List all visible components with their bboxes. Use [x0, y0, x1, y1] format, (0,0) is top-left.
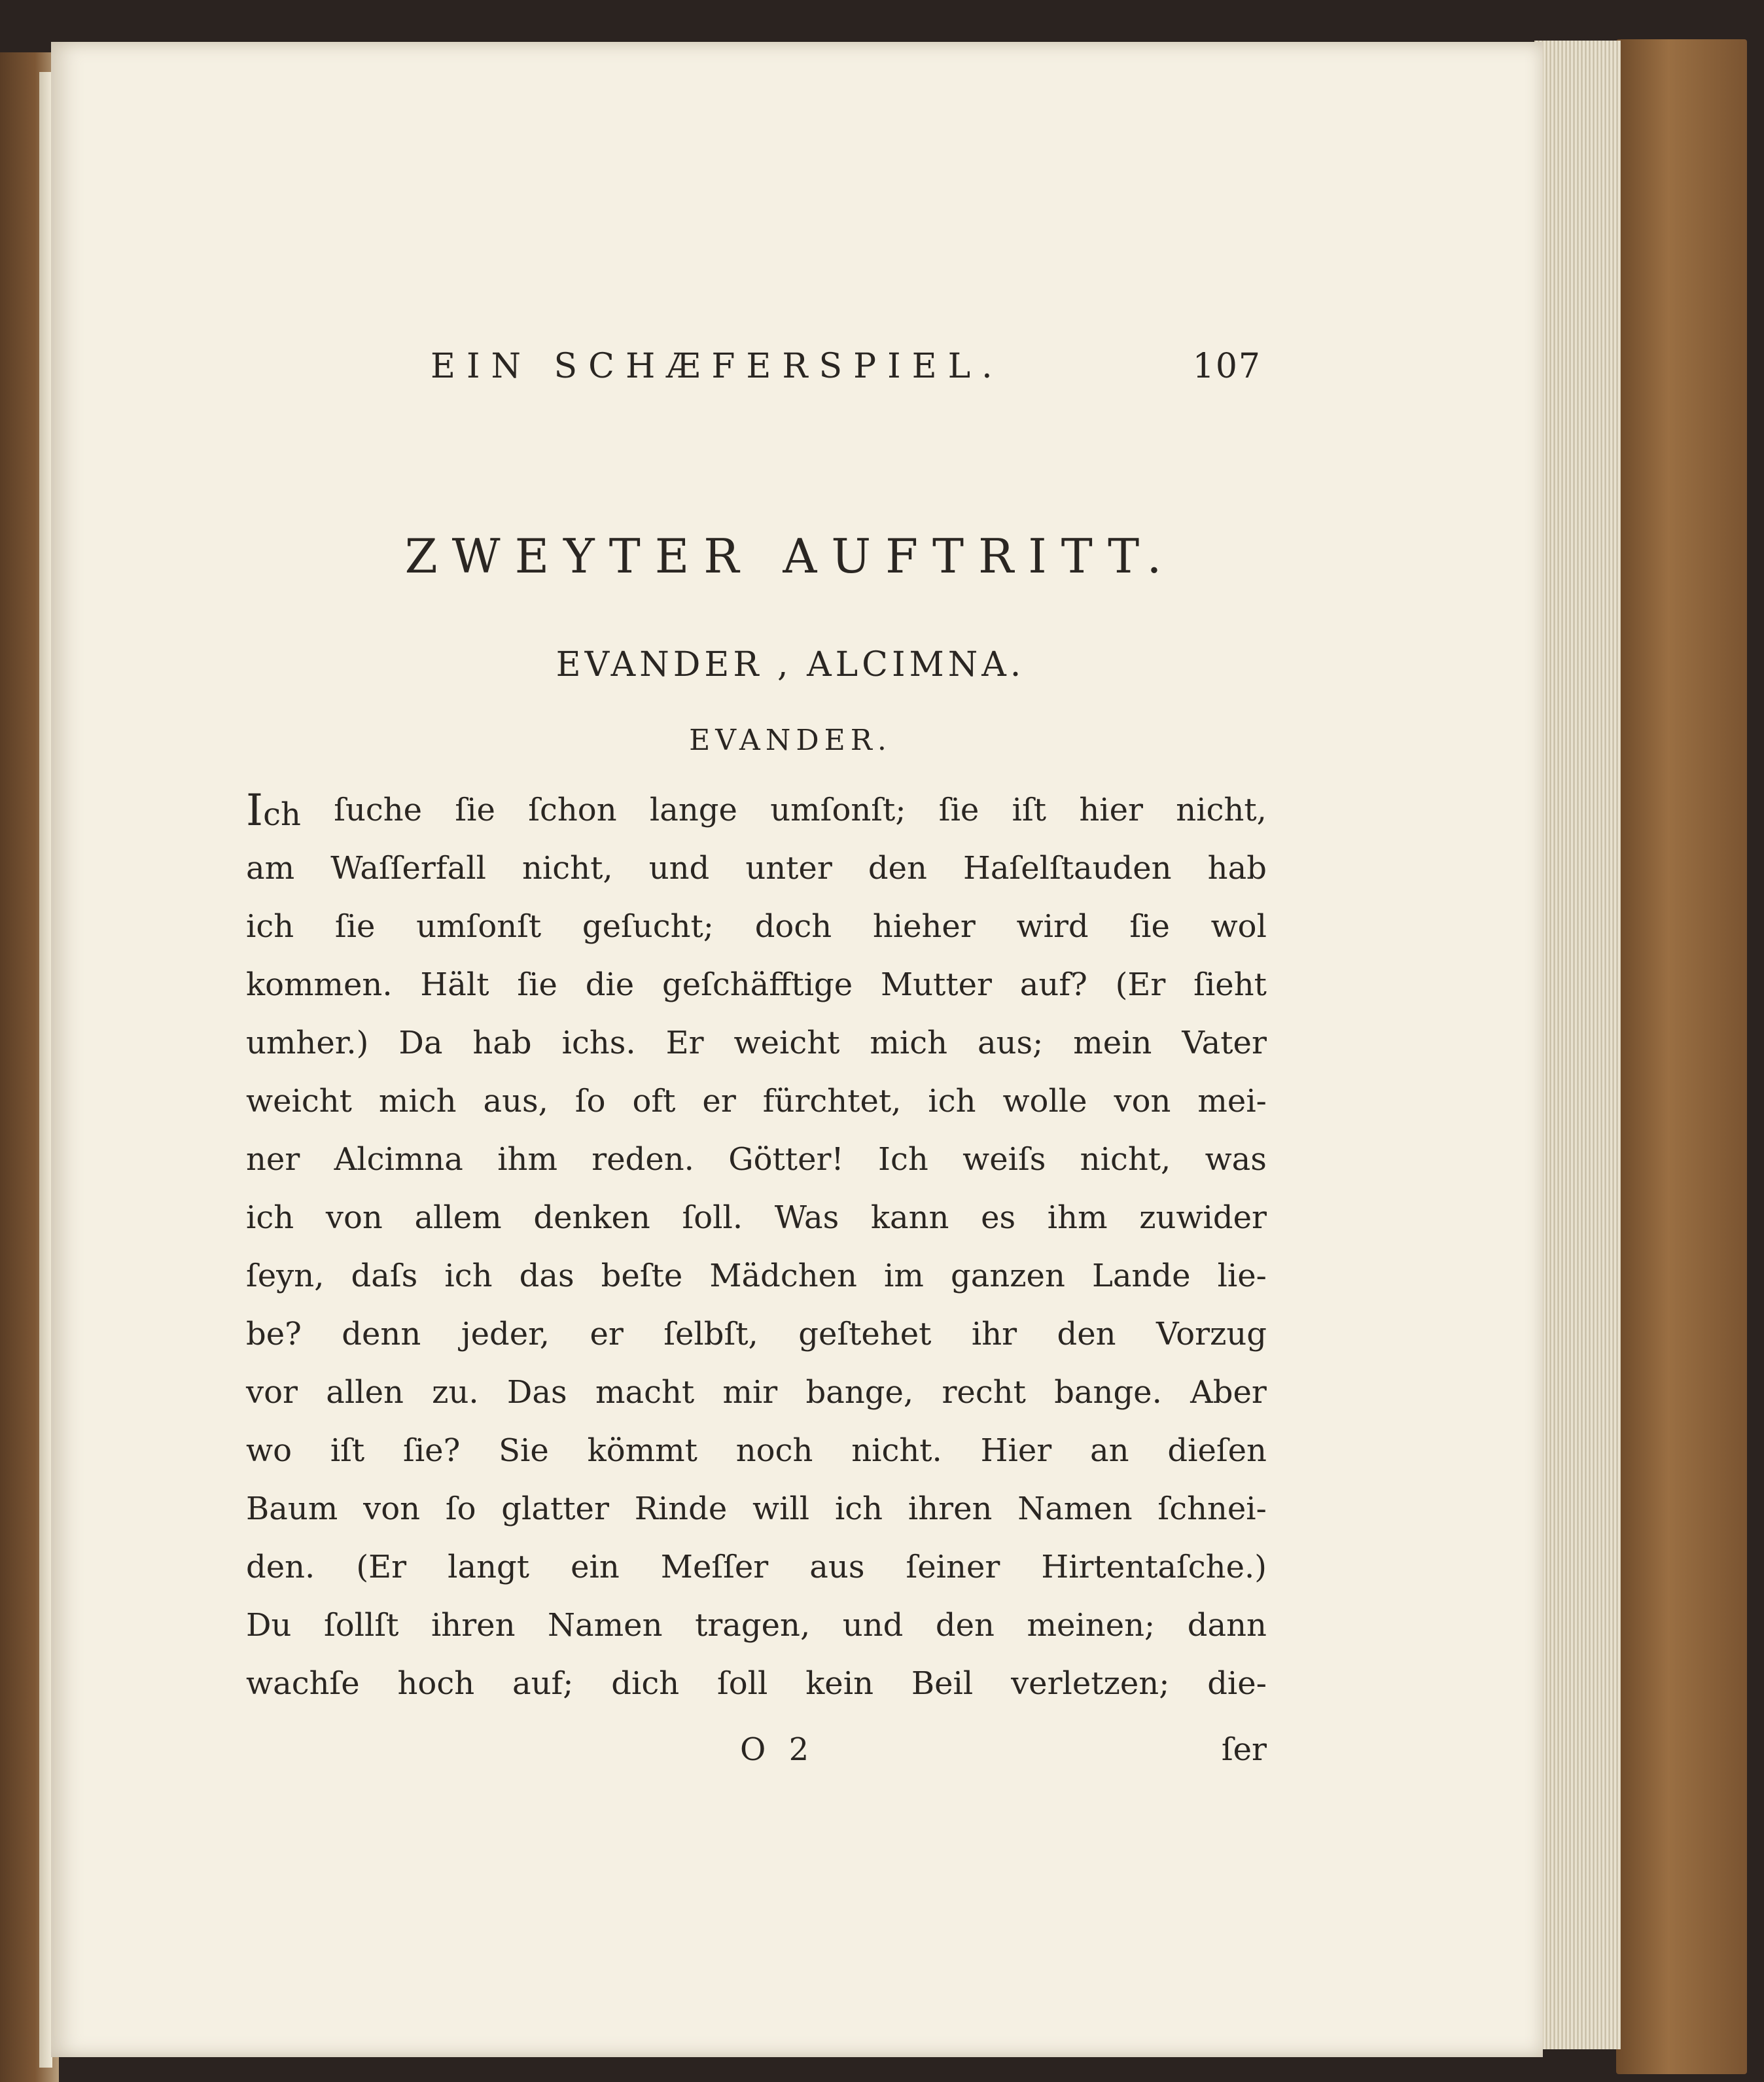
- word: dich: [611, 1665, 680, 1702]
- word: lange: [649, 792, 737, 828]
- body-text: [246, 781, 1267, 1713]
- word: wachſe: [246, 1665, 360, 1702]
- word: hoch: [397, 1665, 475, 1702]
- word: nicht,: [1176, 792, 1267, 828]
- text-line: [246, 1480, 1267, 1538]
- word: das: [519, 1258, 574, 1294]
- word: umher.): [246, 1025, 369, 1061]
- word: lie-: [1217, 1258, 1267, 1294]
- word: umſonſt: [416, 908, 542, 945]
- word: geſchäfftige: [662, 966, 853, 1003]
- word: allem: [414, 1199, 502, 1236]
- word: Alcimna: [334, 1141, 463, 1178]
- text-line: [246, 1189, 1267, 1247]
- left-page-edge: [39, 72, 52, 2068]
- word: Namen: [1017, 1491, 1133, 1527]
- word: Was: [774, 1199, 839, 1236]
- word: mich: [378, 1083, 457, 1120]
- word: bange,: [805, 1374, 914, 1411]
- word: vor: [246, 1374, 298, 1411]
- word: ſollſt: [323, 1607, 399, 1644]
- word: aus;: [977, 1025, 1044, 1061]
- word: an: [1090, 1432, 1129, 1469]
- text-line: [246, 781, 1267, 839]
- word: dieſen: [1167, 1432, 1267, 1469]
- text-line: [246, 1597, 1267, 1655]
- word: bange.: [1054, 1374, 1162, 1411]
- word: ſie: [517, 966, 557, 1003]
- word: weicht: [246, 1083, 352, 1120]
- word: Hier: [980, 1432, 1052, 1469]
- word: ihm: [497, 1141, 557, 1178]
- word: wird: [1016, 908, 1089, 945]
- text-line: [246, 1014, 1267, 1072]
- word: ſieht: [1193, 966, 1267, 1003]
- word: wo: [246, 1432, 292, 1469]
- word: fürchtet,: [762, 1083, 902, 1120]
- word: allen: [326, 1374, 404, 1411]
- word: nicht,: [1080, 1141, 1171, 1178]
- text-line: [246, 1422, 1267, 1480]
- word: den: [1057, 1316, 1116, 1352]
- word: Beil: [911, 1665, 974, 1702]
- word: und: [648, 850, 710, 887]
- text-line: [246, 1131, 1267, 1189]
- word: ſelbſt,: [663, 1316, 758, 1352]
- word: weiſs: [962, 1141, 1046, 1178]
- word: Waſſerfall: [330, 850, 486, 887]
- word: von: [325, 1199, 383, 1236]
- running-head: [431, 347, 1261, 406]
- word: auf;: [512, 1665, 574, 1702]
- word: mei-: [1197, 1083, 1267, 1120]
- word: nicht.: [851, 1432, 942, 1469]
- text-line: [246, 1072, 1267, 1131]
- word: zu.: [432, 1374, 479, 1411]
- word: mein: [1073, 1025, 1152, 1061]
- word: die: [585, 966, 635, 1003]
- word: be?: [246, 1316, 302, 1352]
- word: ſie: [938, 792, 979, 828]
- word: Lande: [1091, 1258, 1191, 1294]
- word: oft: [632, 1083, 676, 1120]
- word: geſucht;: [582, 908, 714, 945]
- word: ſeyn,: [246, 1258, 325, 1294]
- word: Mädchen: [709, 1258, 857, 1294]
- word: hier: [1079, 792, 1143, 828]
- word: im: [884, 1258, 924, 1294]
- word: Haſelſtauden: [962, 850, 1172, 887]
- word: ner: [246, 1141, 300, 1178]
- text-line: [246, 1364, 1267, 1422]
- word: langt: [448, 1549, 530, 1585]
- word: Du: [246, 1607, 292, 1644]
- word: und: [842, 1607, 904, 1644]
- word: Hirtentaſche.): [1041, 1549, 1267, 1585]
- signature-mark: O 2: [740, 1731, 816, 1768]
- word: auf?: [1019, 966, 1087, 1003]
- word: recht: [942, 1374, 1026, 1411]
- word: von: [363, 1491, 421, 1527]
- word: Das: [506, 1374, 567, 1411]
- word: ſoll.: [682, 1199, 743, 1236]
- word: nicht,: [522, 850, 613, 887]
- word: ich: [834, 1491, 883, 1527]
- word: zuwider: [1139, 1199, 1267, 1236]
- word: es: [981, 1199, 1016, 1236]
- word: hab: [472, 1025, 532, 1061]
- word: umſonſt;: [770, 792, 906, 828]
- word: Namen: [548, 1607, 663, 1644]
- word: ihr: [971, 1316, 1017, 1352]
- word: ihm: [1047, 1199, 1108, 1236]
- speaker-name: EVANDER.: [689, 724, 892, 757]
- word: denken: [533, 1199, 650, 1236]
- scene-title: ZWEYTER AUFTRITT.: [404, 529, 1176, 584]
- word: (Er: [356, 1549, 407, 1585]
- book-page: [51, 42, 1543, 2057]
- text-line: [246, 956, 1267, 1014]
- word: Ich: [878, 1141, 928, 1178]
- word: will: [752, 1491, 810, 1527]
- word: ich: [928, 1083, 976, 1120]
- word: ſuche: [334, 792, 423, 828]
- word: von: [1114, 1083, 1171, 1120]
- word: mir: [722, 1374, 778, 1411]
- word: dann: [1187, 1607, 1267, 1644]
- word: am: [246, 850, 295, 887]
- word: ſie: [334, 908, 376, 945]
- word: Da: [398, 1025, 443, 1061]
- word: unter: [745, 850, 832, 887]
- word: macht: [595, 1374, 695, 1411]
- word: weicht: [733, 1025, 840, 1061]
- word: doch: [754, 908, 832, 945]
- word: Ich: [246, 781, 301, 839]
- text-line: [246, 898, 1267, 956]
- word: den.: [246, 1549, 315, 1585]
- word: er: [702, 1083, 736, 1120]
- word: iſt: [330, 1432, 365, 1469]
- word: ich: [246, 1199, 294, 1236]
- word: Hält: [420, 966, 489, 1003]
- word: kein: [805, 1665, 873, 1702]
- word: den: [868, 850, 927, 887]
- word: (Er: [1115, 966, 1166, 1003]
- word: meinen;: [1027, 1607, 1155, 1644]
- text-line: [246, 839, 1267, 898]
- word: die-: [1207, 1665, 1267, 1702]
- word: glatter: [501, 1491, 609, 1527]
- word: denn: [342, 1316, 421, 1352]
- word: Vorzug: [1155, 1316, 1267, 1352]
- text-line: [246, 1247, 1267, 1305]
- running-head-title: EIN SCHÆFERSPIEL.: [431, 347, 1004, 386]
- word: Mutter: [880, 966, 992, 1003]
- word: iſt: [1012, 792, 1047, 828]
- word: Meſſer: [660, 1549, 769, 1585]
- page-edges: [1534, 41, 1621, 2049]
- word: ſie: [455, 792, 495, 828]
- word: daſs: [351, 1258, 418, 1294]
- word: ſeiner: [906, 1549, 1000, 1585]
- word: hab: [1207, 850, 1267, 887]
- word: geſtehet: [798, 1316, 932, 1352]
- word: ein: [571, 1549, 620, 1585]
- word: ganzen: [950, 1258, 1065, 1294]
- page-number: 107: [1192, 347, 1261, 386]
- word: kommen.: [246, 966, 393, 1003]
- word: jeder,: [461, 1316, 550, 1352]
- characters-heading: EVANDER , ALCIMNA.: [556, 645, 1025, 684]
- word: tragen,: [695, 1607, 811, 1644]
- word: wolle: [1002, 1083, 1087, 1120]
- word: ſo: [445, 1491, 476, 1527]
- word: ſie: [1129, 908, 1170, 945]
- word: aus,: [483, 1083, 548, 1120]
- word: Sie: [499, 1432, 549, 1469]
- word: beſte: [601, 1258, 683, 1294]
- word: ihren: [431, 1607, 516, 1644]
- word: noch: [735, 1432, 813, 1469]
- word: ichs.: [561, 1025, 636, 1061]
- word: kann: [870, 1199, 949, 1236]
- text-line: [246, 1655, 1267, 1713]
- word: er: [590, 1316, 624, 1352]
- word: aus: [809, 1549, 865, 1585]
- word: Vater: [1182, 1025, 1267, 1061]
- word: Baum: [246, 1491, 338, 1527]
- text-line: [246, 1305, 1267, 1364]
- word: was: [1205, 1141, 1267, 1178]
- right-cover: [1616, 39, 1747, 2074]
- page-footer: [246, 1731, 1267, 1777]
- word: Aber: [1190, 1374, 1267, 1411]
- word: Götter!: [728, 1141, 844, 1178]
- word: ſie?: [403, 1432, 461, 1469]
- word: mich: [870, 1025, 948, 1061]
- word: den: [935, 1607, 995, 1644]
- word: ſchnei-: [1157, 1491, 1267, 1527]
- word: ſo: [574, 1083, 606, 1120]
- word: Rinde: [634, 1491, 728, 1527]
- word: ſoll: [717, 1665, 768, 1702]
- word: ich: [444, 1258, 493, 1294]
- word: wol: [1210, 908, 1267, 945]
- word: reden.: [591, 1141, 694, 1178]
- initial-letter: I: [246, 785, 264, 836]
- word: ihren: [908, 1491, 993, 1527]
- word: verletzen;: [1011, 1665, 1170, 1702]
- word: kömmt: [587, 1432, 697, 1469]
- word: ich: [246, 908, 294, 945]
- catchword: ſer: [1221, 1731, 1267, 1768]
- text-line: [246, 1538, 1267, 1597]
- word: hieher: [872, 908, 976, 945]
- word: ſchon: [528, 792, 617, 828]
- word: Er: [665, 1025, 704, 1061]
